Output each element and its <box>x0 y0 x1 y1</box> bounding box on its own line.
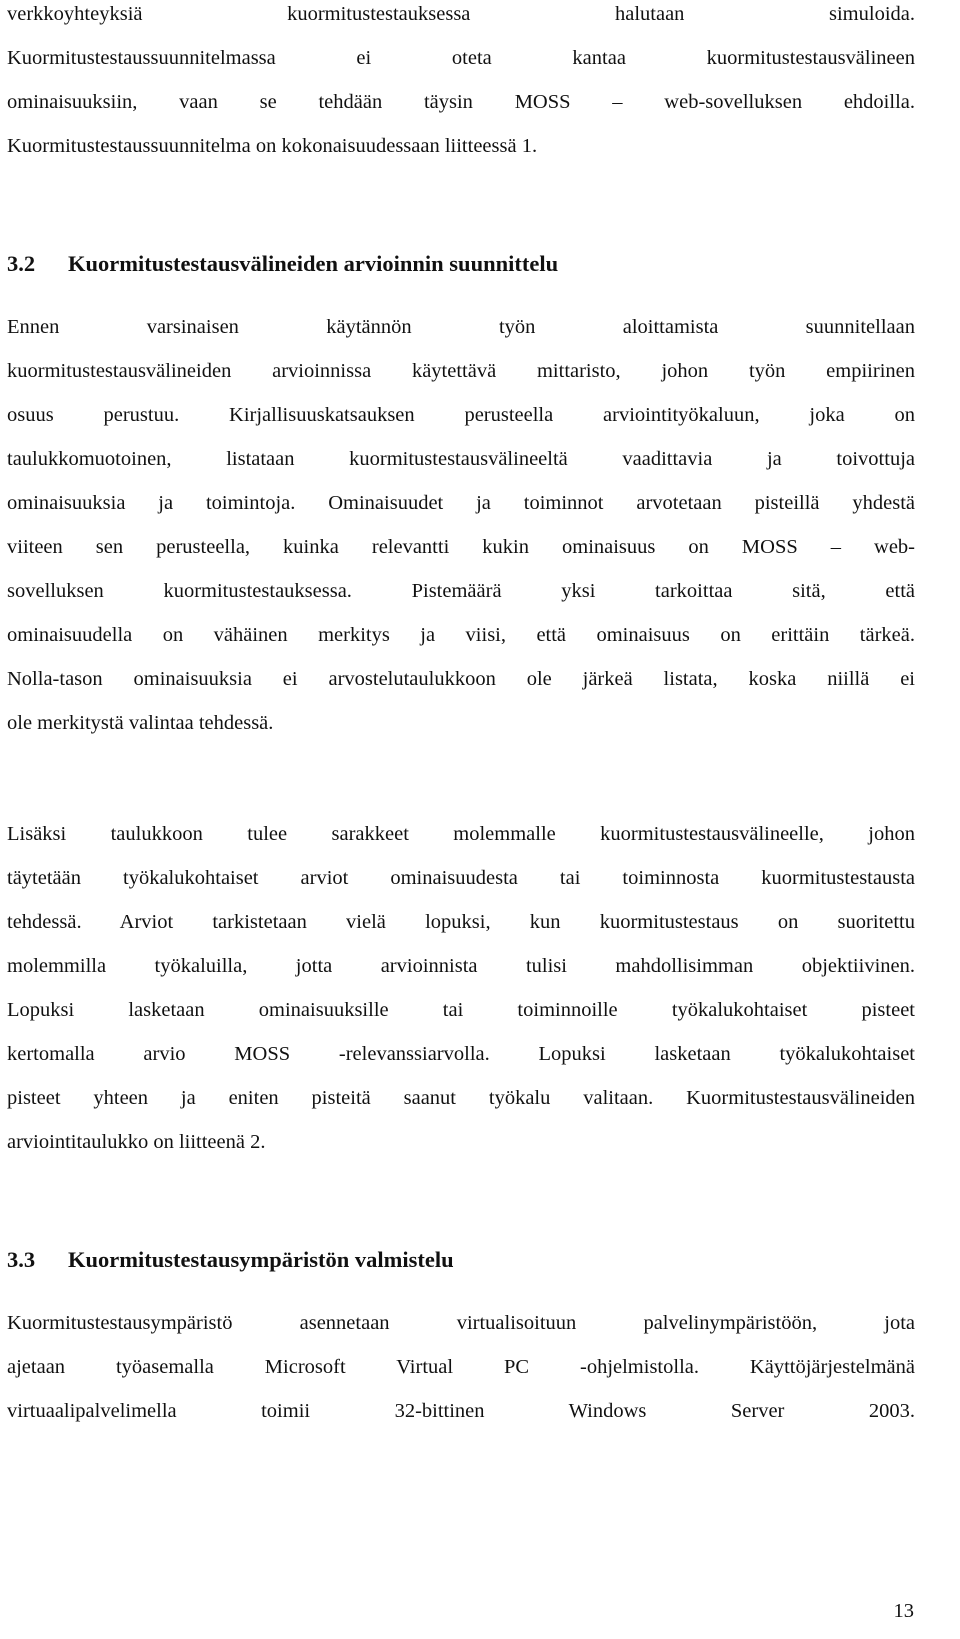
paragraph-line: Kuormitustestaussuunnitelma on kokonaisuudessaan liitteessä 1. <box>7 135 538 157</box>
paragraph-line: ole merkitystä valintaa tehdessä. <box>7 712 274 734</box>
paragraph-line: Ennen varsinaisen käytännön työn aloittamista suunnitellaan <box>7 316 915 338</box>
section-number: 3.2 <box>7 251 36 276</box>
paragraph-line: ominaisuudella on vähäinen merkitys ja viisi, että ominaisuus on erittäin tärkeä. <box>7 624 915 646</box>
paragraph-line: kuormitustestausvälineiden arvioinnissa käytettävä mittaristo, johon työn empiirinen <box>7 360 915 382</box>
paragraph-line: Nolla-tason ominaisuuksia ei arvostelutaulukkoon ole järkeä listata, koska niillä ei <box>7 668 915 690</box>
paragraph-line: ominaisuuksiin, vaan se tehdään täysin MOSS – web-sovelluksen ehdoilla. <box>7 91 915 113</box>
section-title: Kuormitustestausympäristön valmistelu <box>68 1247 454 1272</box>
section-heading-3-3 <box>7 1245 915 1275</box>
paragraph-line: sovelluksen kuormitustestauksessa. Pistemäärä yksi tarkoittaa sitä, että <box>7 580 915 602</box>
paragraph-line: osuus perustuu. Kirjallisuuskatsauksen perusteella arviointityökaluun, joka on <box>7 404 915 426</box>
paragraph-line: Kuormitustestausympäristö asennetaan virtualisoituun palvelinympäristöön, jota <box>7 1312 915 1334</box>
paragraph-line: tehdessä. Arviot tarkistetaan vielä lopuksi, kun kuormitustestaus on suoritettu <box>7 911 915 933</box>
paragraph-line: kertomalla arvio MOSS -relevanssiarvolla. Lopuksi lasketaan työkalukohtaiset <box>7 1043 915 1065</box>
paragraph-line: täytetään työkalukohtaiset arviot ominaisuudesta tai toiminnosta kuormitustestausta <box>7 867 915 889</box>
paragraph-line: Lisäksi taulukkoon tulee sarakkeet molemmalle kuormitustestausvälineelle, johon <box>7 823 915 845</box>
section-number: 3.3 <box>7 1247 36 1272</box>
section-heading-3-2 <box>7 249 915 279</box>
paragraph-line: Kuormitustestaussuunnitelmassa ei oteta kantaa kuormitustestausvälineen <box>7 47 915 69</box>
paragraph-line: molemmilla työkaluilla, jotta arvioinnista tulisi mahdollisimman objektiivinen. <box>7 955 915 977</box>
paragraph-line: verkkoyhteyksiä kuormitustestauksessa halutaan simuloida. <box>7 3 915 25</box>
section-title: Kuormitustestausvälineiden arvioinnin suunnittelu <box>68 251 559 276</box>
paragraph-line: arviointitaulukko on liitteenä 2. <box>7 1131 266 1153</box>
paragraph-line: Lopuksi lasketaan ominaisuuksille tai toiminnoille työkalukohtaiset pisteet <box>7 999 915 1021</box>
paragraph-line: taulukkomuotoinen, listataan kuormitustestausvälineeltä vaadittavia ja toivottuja <box>7 448 915 470</box>
paragraph-line: pisteet yhteen ja eniten pisteitä saanut työkalu valitaan. Kuormitustestausvälineiden <box>7 1087 915 1109</box>
paragraph-line: ominaisuuksia ja toimintoja. Ominaisuudet ja toiminnot arvotetaan pisteillä yhdestä <box>7 492 915 514</box>
page-number: 13 <box>893 1600 914 1622</box>
paragraph-line: virtuaalipalvelimella toimii 32-bittinen Windows Server 2003. <box>7 1400 915 1422</box>
paragraph-line: viiteen sen perusteella, kuinka relevantti kukin ominaisuus on MOSS – web- <box>7 536 915 558</box>
paragraph-line: ajetaan työasemalla Microsoft Virtual PC -ohjelmistolla. Käyttöjärjestelmänä <box>7 1356 915 1378</box>
